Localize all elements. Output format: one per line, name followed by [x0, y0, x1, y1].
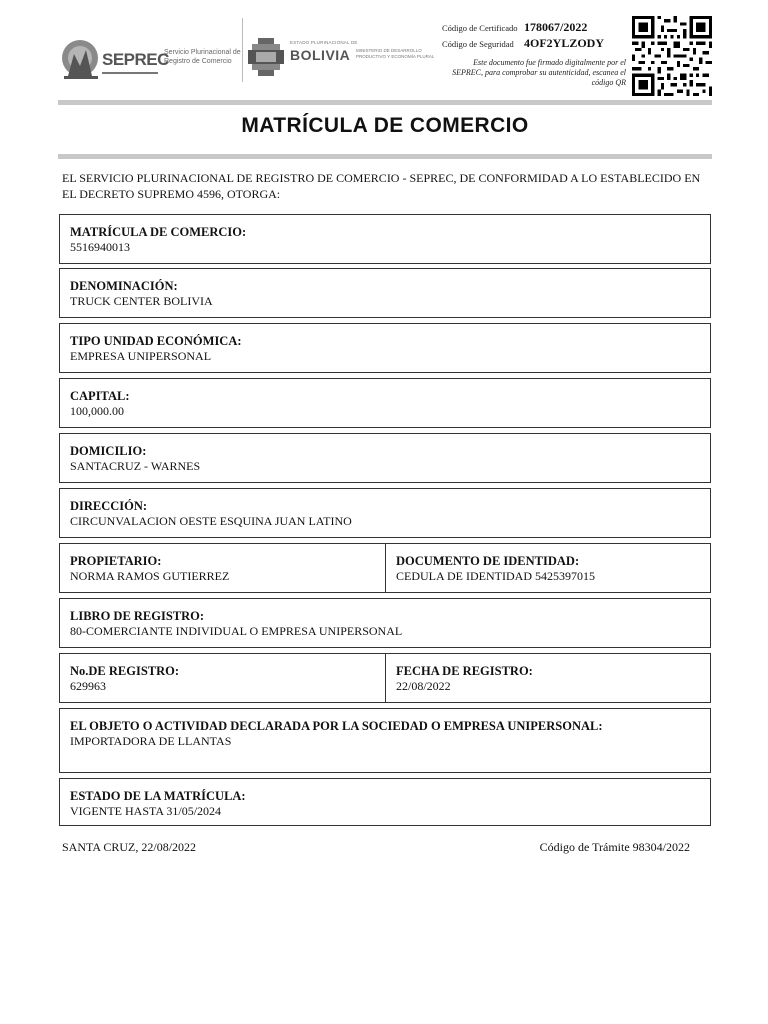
- propietario-cell: [60, 544, 386, 592]
- estado-value: VIGENTE HASTA 31/05/2024: [70, 804, 222, 818]
- libro-value: 80-COMERCIANTE INDIVIDUAL O EMPRESA UNIPERSONAL: [70, 624, 403, 638]
- tipo-box: [59, 323, 711, 373]
- certificate-code-value: 178067/2022: [524, 20, 588, 34]
- intro-paragraph: EL SERVICIO PLURINACIONAL DE REGISTRO DE COMERCIO - SEPREC, DE CONFORMIDAD A LO ESTABLECIDO EN EL DECRETO SUPREMO 4596, OTORGA:: [62, 171, 701, 201]
- document-header: [58, 14, 712, 100]
- documento-cell: [386, 544, 712, 592]
- qr-code-icon[interactable]: [632, 16, 712, 96]
- no-registro-value: 629963: [70, 679, 106, 693]
- tipo-label: TIPO UNIDAD ECONÓMICA:: [70, 334, 242, 348]
- direccion-value: CIRCUNVALACION OESTE ESQUINA JUAN LATINO: [70, 514, 352, 528]
- no-registro-label: No.DE REGISTRO:: [70, 664, 180, 678]
- bolivia-emblem-icon: [248, 38, 284, 76]
- seprec-emblem-icon: [60, 36, 102, 86]
- estado-label: ESTADO DE LA MATRÍCULA:: [70, 789, 246, 803]
- certificate-code-row: [442, 20, 642, 36]
- certificate-code-label: Código de Certificado: [442, 23, 518, 33]
- fecha-registro-value: 22/08/2022: [396, 679, 451, 693]
- document-title: MATRÍCULA DE COMERCIO: [241, 114, 529, 137]
- capital-value: 100,000.00: [70, 404, 124, 418]
- security-code-row: [442, 36, 642, 52]
- propietario-box: [59, 543, 711, 593]
- objeto-value: IMPORTADORA DE LLANTAS: [70, 734, 232, 748]
- direccion-box: [59, 488, 711, 538]
- signature-note: Este documento fue firmado digitalmente por el SEPREC, para comprobar su autenticidad, escanea el código QR: [452, 58, 626, 87]
- tramite-code: Código de Trámite 98304/2022: [539, 840, 690, 854]
- certificate-codes: [442, 20, 642, 52]
- seprec-subtitle: Servicio Plurinacional de Registro de Comercio: [164, 49, 241, 65]
- propietario-value: NORMA RAMOS GUTIERREZ: [70, 569, 230, 583]
- header-divider: [242, 18, 243, 82]
- documento-label: DOCUMENTO DE IDENTIDAD:: [396, 554, 580, 568]
- domicilio-value: SANTACRUZ - WARNES: [70, 459, 201, 473]
- capital-box: [59, 378, 711, 428]
- documento-value: CEDULA DE IDENTIDAD 5425397015: [396, 569, 595, 583]
- bolivia-small-text: ESTADO PLURINACIONAL DE: [290, 40, 358, 45]
- tipo-value: EMPRESA UNIPERSONAL: [70, 349, 212, 363]
- fecha-registro-cell: [386, 654, 712, 702]
- seprec-underline: [102, 72, 158, 74]
- capital-label: CAPITAL:: [70, 389, 130, 403]
- domicilio-box: [59, 433, 711, 483]
- denominacion-value: TRUCK CENTER BOLIVIA: [70, 294, 213, 308]
- estado-box: [59, 778, 711, 826]
- matricula-label: MATRÍCULA DE COMERCIO:: [70, 225, 247, 239]
- header-rule: [58, 100, 712, 105]
- security-code-value: 4OF2YLZODY: [524, 36, 605, 50]
- ministry-text: MINISTERIO DE DESARROLLO PRODUCTIVO Y ECONOMÍA PLURAL: [356, 48, 435, 59]
- bolivia-text: BOLIVIA: [290, 47, 351, 63]
- place-date: SANTA CRUZ, 22/08/2022: [62, 840, 197, 854]
- title-rule: [58, 154, 712, 159]
- libro-label: LIBRO DE REGISTRO:: [70, 609, 205, 623]
- fecha-registro-label: FECHA DE REGISTRO:: [396, 664, 533, 678]
- domicilio-label: DOMICILIO:: [70, 444, 147, 458]
- matricula-box: [59, 214, 711, 264]
- objeto-box: [59, 708, 711, 773]
- seprec-logo-text: SEPREC: [102, 50, 169, 69]
- seprec-logo: [60, 36, 240, 92]
- denominacion-box: [59, 268, 711, 318]
- bolivia-logo: [248, 38, 438, 82]
- matricula-value: 5516940013: [70, 240, 130, 254]
- objeto-label: EL OBJETO O ACTIVIDAD DECLARADA POR LA SOCIEDAD O EMPRESA UNIPERSONAL:: [70, 719, 603, 733]
- direccion-label: DIRECCIÓN:: [70, 499, 148, 513]
- no-registro-cell: [60, 654, 386, 702]
- security-code-label: Código de Seguridad: [442, 39, 514, 49]
- libro-box: [59, 598, 711, 648]
- propietario-label: PROPIETARIO:: [70, 554, 162, 568]
- denominacion-label: DENOMINACIÓN:: [70, 279, 178, 293]
- registro-box: [59, 653, 711, 703]
